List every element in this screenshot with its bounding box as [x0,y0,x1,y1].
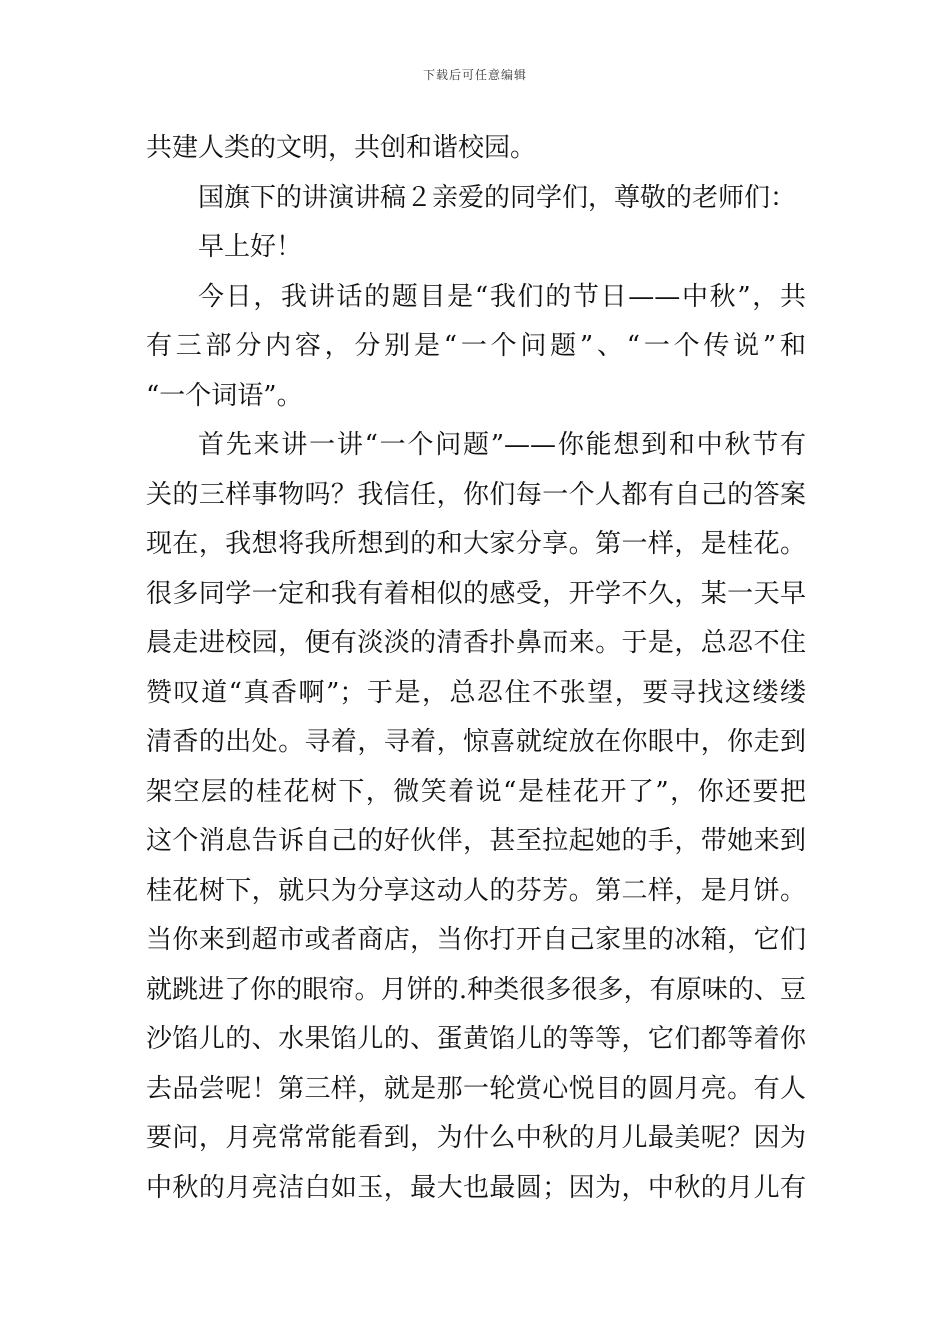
text-line: 国旗下的讲演讲稿２亲爱的同学们，尊敬的老师们： [198,182,797,213]
text-line: 早上好！ [198,232,303,262]
document-body [146,124,806,1213]
text-line: “一个词语”。 [146,380,303,411]
text-line: 现在，我想将我所想到的和大家分享。第一样，是桂花。 [146,529,806,559]
text-line: 很多同学一定和我有着相似的感受，开学不久，某一天早 [146,578,806,609]
text-line: 清香的出处。寻着，寻着，惊喜就绽放在你眼中，你走到 [146,727,806,757]
text-line: 要问，月亮常常能看到，为什么中秋的月儿最美呢？因为 [146,1123,806,1153]
text-line: 赞叹道“真香啊”；于是，总忍住不张望，要寻找这缕缕 [146,677,806,708]
text-line: 首先来讲一讲“一个问题”——你能想到和中秋节有 [198,430,806,460]
text-line: 共建人类的文明，共创和谐校园。 [146,133,537,163]
text-line: 晨走进校园，便有淡淡的清香扑鼻而来。于是，总忍不住 [146,628,806,658]
text-line: 去品尝呢！第三样，就是那一轮赏心悦目的圆月亮。有人 [146,1073,806,1104]
text-line: 这个消息告诉自己的好伙伴，甚至拉起她的手，带她来到 [146,826,806,856]
text-line: 就跳进了你的眼帘。月饼的.种类很多很多，有原味的、豆 [146,974,806,1005]
text-line: 沙馅儿的、水果馅儿的、蛋黄馅儿的等等，它们都等着你 [146,1024,806,1054]
text-line: 今日，我讲话的题目是“我们的节日——中秋”，共 [198,281,806,312]
page-header-note: 下载后可任意编辑 [422,68,527,82]
text-line: 架空层的桂花树下，微笑着说“是桂花开了”，你还要把 [146,776,806,807]
text-line: 关的三样事物吗？我信任，你们每一个人都有自己的答案 [146,479,806,510]
text-line: 桂花树下，就只为分享这动人的芬芳。第二样，是月饼。 [146,875,806,906]
text-line: 有三部分内容，分别是“一个问题”、“一个传说”和 [146,331,806,361]
text-line: 中秋的月亮洁白如玉，最大也最圆；因为，中秋的月儿有 [146,1172,806,1203]
text-line: 当你来到超市或者商店，当你打开自己家里的冰箱，它们 [146,925,806,955]
